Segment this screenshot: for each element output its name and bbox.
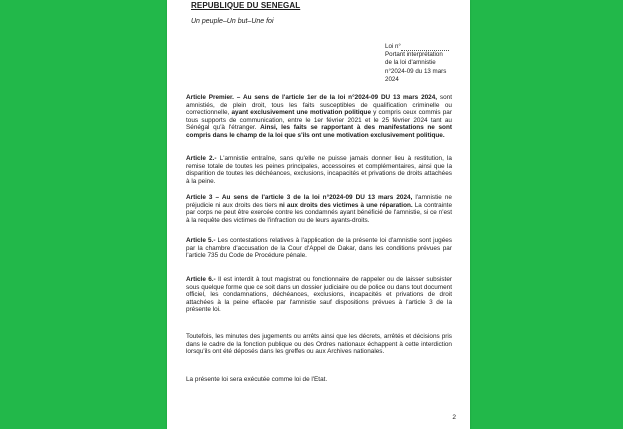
article-3-lead: Article 3 – Au sens de l'article 3 de la loi n°2024-09 DU 13 mars 2024, xyxy=(186,194,413,201)
national-motto: Un peuple–Un but–Une foi xyxy=(191,18,274,25)
law-number-blank xyxy=(401,44,449,51)
article-6-lead: Article 6.- xyxy=(186,276,216,283)
article-2: Article 2.- L'amnistie entraîne, sans qu'elle ne puisse jamais donner lieu à restitution, la remise totale de toutes les peines principales, accessoires et complémentaires, ainsi que la disparition de toutes les déchéances, exclusions, incapacités et privations de droits attachées à la peine. xyxy=(186,155,452,185)
article-1: Article Premier. – Au sens de l'article 1er de la loi n°2024-09 DU 13 mars 2024, sont amnistiés, de plein droit, tous les faits susceptibles de qualification criminelle ou correctionnelle, ayant exclusivement une motivation politique y compris ceux commis par tous supports de communication, entre le 1er février 2021 et le 25 février 2024 tant au Sénégal qu'à l'étranger. Ainsi, les faits se rapportant à des manifestations ne sont compris dans le champ de la loi que s'ils ont une motivation exclusivement politique. xyxy=(186,94,452,139)
law-ref-line: de la loi d'amnistie xyxy=(385,59,436,67)
article-2-lead: Article 2.- xyxy=(186,155,217,162)
law-ref-line: n°2024-09 du 13 mars xyxy=(385,67,447,75)
article-5-lead: Article 5.- xyxy=(186,237,216,244)
article-3: Article 3 – Au sens de l'article 3 de la loi n°2024-09 DU 13 mars 2024, l'amnistie ne préjudicie ni aux droits des tiers ni aux droits des victimes à une réparation. La contrainte par corps ne peut être exercée contre les condamnés ayant bénéficié de l'amnistie, si ce n'est à la requête des victimes de l'infraction ou de leurs ayants-droits. xyxy=(186,194,453,224)
toutefois-paragraph: Toutefois, les minutes des jugements ou arrêts ainsi que les décrets, arrêtés et décisions pris dans le cadre de la fonction publique ou des Ordres nationaux échappent à cette interdiction lorsqu'ils ont été déposés dans les greffes ou aux Archives nationales. xyxy=(186,333,452,356)
article-5: Article 5.- Les contestations relatives à l'application de la présente loi d'amnistie sont jugées par la chambre d'accusation de la Cour d'Appel de Dakar, dans les conditions prévues par l'article 735 du Code de Procédure pénale. xyxy=(186,237,453,260)
law-reference-block xyxy=(385,43,465,84)
article-6: Article 6.- Il est interdit à tout magistrat ou fonctionnaire de rappeler ou de laisser subsister sous quelque forme que ce soit dans un dossier judiciaire ou de police ou dans tout document officiel, les condamnations, déchéances, exclusions, incapacités et privations de droit attachées à la peine effacée par l'amnistie sauf dispositions prévues à l'article 3 de la présente loi. xyxy=(186,276,453,314)
document-page xyxy=(167,0,470,429)
law-number-line: Loi n° xyxy=(385,43,465,51)
closing-line: La présente loi sera exécutée comme loi de l'Etat. xyxy=(186,376,328,383)
page-number: 2 xyxy=(452,414,456,421)
article-1-lead: Article Premier. – Au sens de l'article 1er de la loi n°2024-09 DU 13 mars 2024, xyxy=(186,94,438,101)
republic-heading: REPUBLIQUE DU SENEGAL xyxy=(191,1,301,10)
law-ref-line: Portant interprétation xyxy=(385,51,443,59)
law-ref-line: 2024 xyxy=(385,75,399,83)
